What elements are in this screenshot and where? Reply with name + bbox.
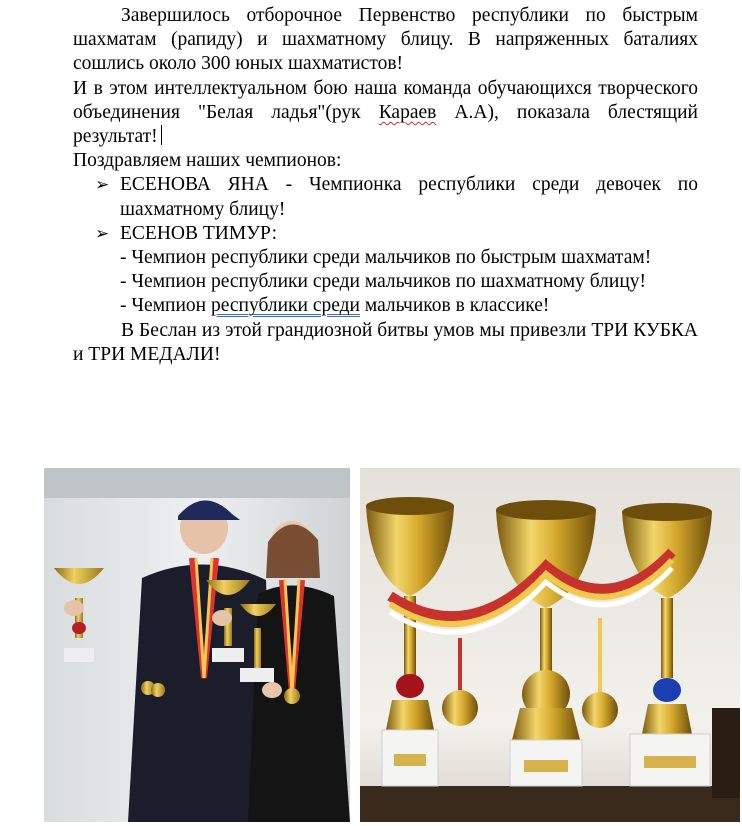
title-classic: - Чемпион республики среди мальчиков в классике! bbox=[120, 295, 550, 317]
congrats-line: Поздравляем наших чемпионов: bbox=[73, 150, 342, 172]
bullet-champion-yana: ➢ ЕСЕНОВА ЯНА - Чемпионка республики среди девочек по шахматному блицу! bbox=[95, 174, 698, 220]
bullet-champion-timur: ➢ ЕСЕНОВ ТИМУР: bbox=[73, 222, 698, 246]
article-text bbox=[73, 4, 698, 367]
medal-left bbox=[442, 690, 478, 726]
photo-trophies bbox=[360, 468, 740, 822]
trophies-illustration bbox=[360, 468, 740, 822]
arrow-bullet-icon: ➢ bbox=[95, 175, 110, 195]
medal-right bbox=[582, 692, 618, 728]
arrow-bullet-icon: ➢ bbox=[95, 223, 110, 243]
grammar-underline: республики среди bbox=[210, 295, 360, 317]
photo-champions bbox=[44, 468, 350, 822]
text-cursor bbox=[161, 125, 162, 145]
table bbox=[360, 786, 740, 822]
paragraph-intro: Завершилось отборочное Первенство республики по быстрым шахматам (рапиду) и шахматному блицу. В напряженных баталиях сошлись около 300 юных шахматистов! bbox=[73, 5, 698, 75]
misspelled-name: Караев bbox=[378, 101, 437, 123]
closing-paragraph: В Беслан из этой грандиозной битвы умов мы привезли ТРИ КУБКА и ТРИ МЕДАЛИ! bbox=[73, 319, 698, 365]
title-blitz: - Чемпион республики среди мальчиков по шахматному блицу! bbox=[120, 271, 647, 293]
title-rapid: - Чемпион республики среди мальчиков по быстрым шахматам! bbox=[120, 247, 652, 269]
champions-illustration bbox=[44, 468, 350, 822]
paragraph-team: И в этом интеллектуальном бою наша команда обучающихся творческого объединения "Белая ладья"(рук Караев А.А), показала блестящий результат! bbox=[73, 77, 698, 148]
